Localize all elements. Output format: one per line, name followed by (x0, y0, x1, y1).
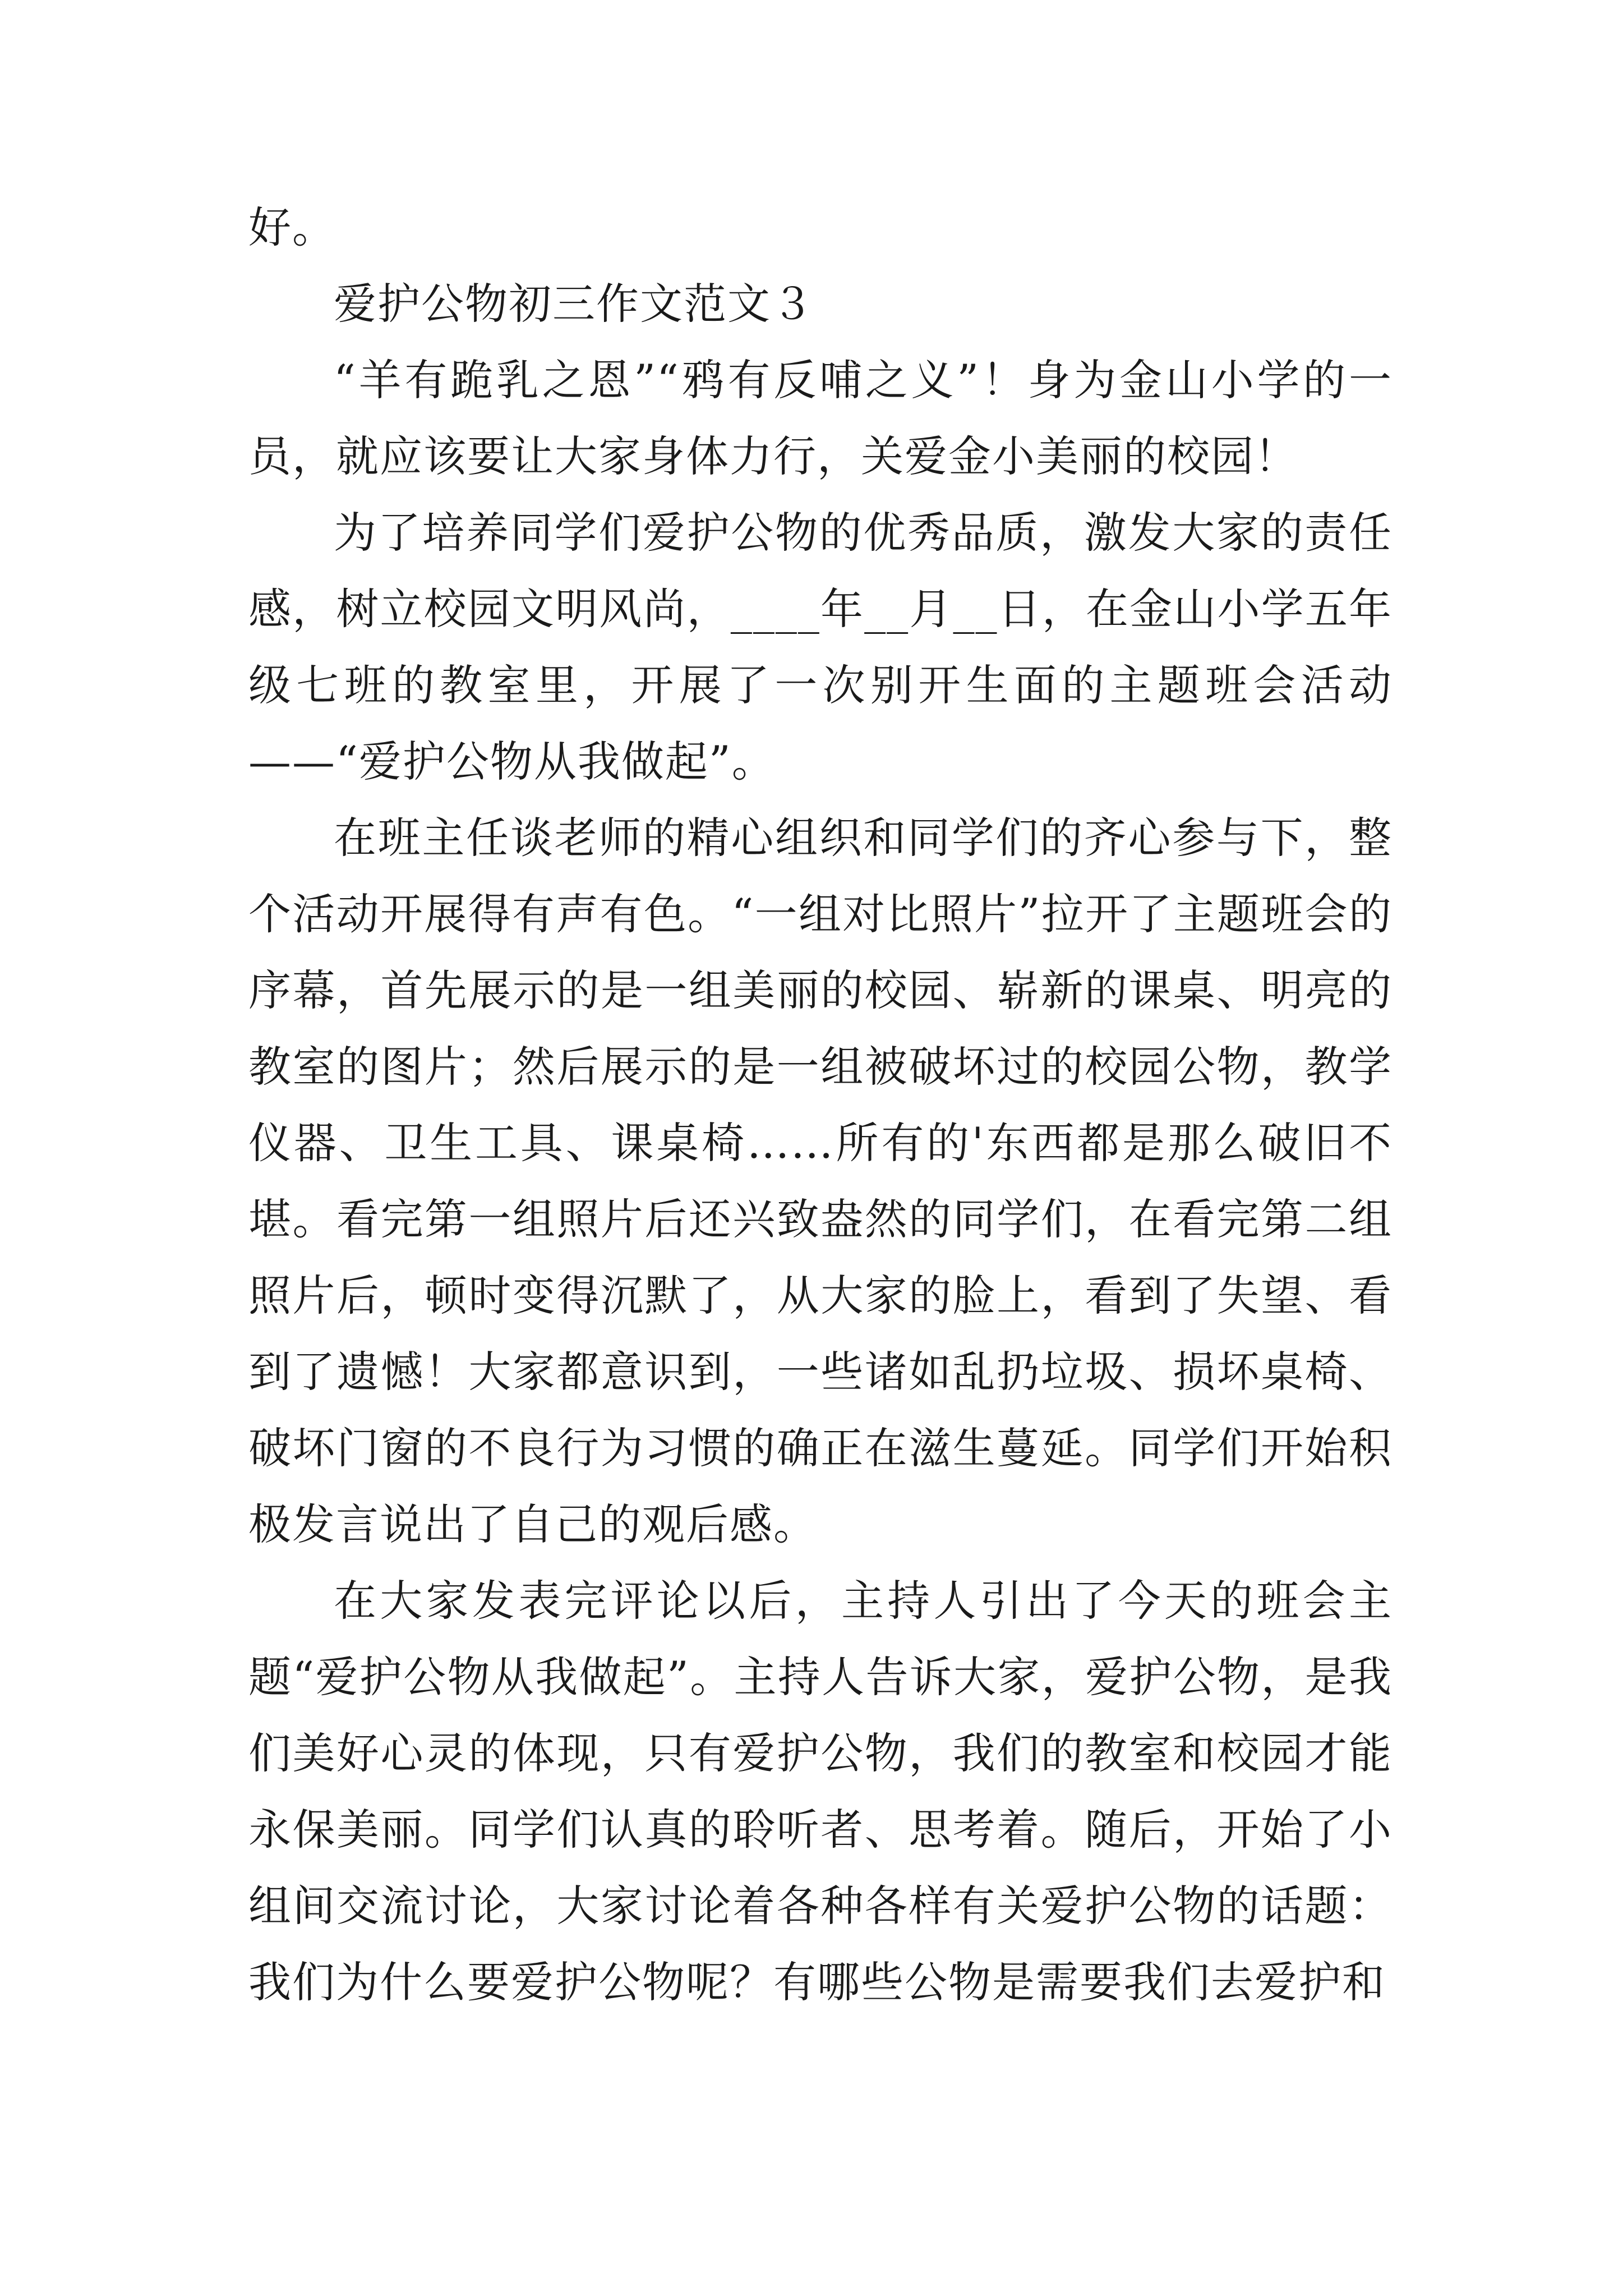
section-heading: 爱护公物初三作文范文３ (334, 279, 815, 329)
paragraph-2: 为了培养同学们爱护公物的优秀品质，激发大家的责任感，树立校园文明风尚，____年__月__日，在金山小学五年级七班的教室里，开展了一次别开生面的主题班会活动——“爱护公物从我做起”。 (248, 508, 1393, 786)
lead-fragment: 好。 (248, 203, 336, 252)
paragraph-4: 在大家发表完评论以后，主持人引出了今天的班会主题“爱护公物从我做起”。主持人告诉大家，爱护公物，是我们美好心灵的体现，只有爱护公物，我们的教室和校园才能永保美丽。同学们认真的聆听者、思考着。随后，开始了小组间交流讨论，大家讨论着各种各样有关爱护公物的话题：我们为什么要爱护公物呢？有哪些公物是需要我们去爱护和 (248, 1576, 1393, 2007)
paragraph-3: 在班主任谈老师的精心组织和同学们的齐心参与下，整个活动开展得有声有色。“一组对比照片”拉开了主题班会的序幕，首先展示的是一组美丽的校园、崭新的课桌、明亮的教室的图片；然后展示的是一组被破坏过的校园公物，教学仪器、卫生工具、课桌椅……所有的'东西都是那么破旧不堪。看完第一组照片后还兴致盎然的同学们，在看完第二组照片后，顿时变得沉默了，从大家的脸上，看到了失望、看到了遗憾！大家都意识到，一些诸如乱扔垃圾、损坏桌椅、破坏门窗的不良行为习惯的确正在滋生蔓延。同学们开始积极发言说出了自己的观后感。 (248, 813, 1393, 1549)
paragraph-1: “羊有跪乳之恩”“鸦有反哺之义”！身为金山小学的一员，就应该要让大家身体力行，关爱金小美丽的校园！ (248, 355, 1393, 481)
document-body (248, 190, 1393, 2021)
